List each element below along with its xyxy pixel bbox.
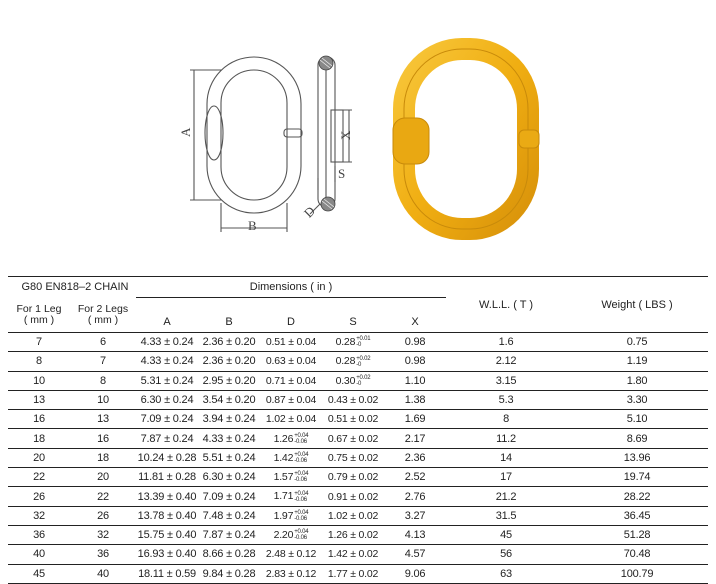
cell-b: 2.95 ± 0.20 bbox=[198, 371, 260, 390]
tol-base: 0.87 ± 0.04 bbox=[265, 394, 317, 407]
table-row bbox=[8, 371, 708, 390]
cell-d bbox=[260, 545, 322, 564]
cell-leg1: 7 bbox=[8, 333, 70, 352]
cell-wll: 1.6 bbox=[446, 333, 566, 352]
label-b: B bbox=[248, 218, 257, 233]
cell-weight: 13.96 bbox=[566, 448, 708, 467]
tol-lower: -0.06 bbox=[294, 477, 307, 484]
col-s-header: S bbox=[322, 312, 384, 333]
cell-leg2: 36 bbox=[70, 545, 136, 564]
table-row bbox=[8, 564, 708, 583]
col-a-header: A bbox=[136, 312, 198, 333]
cell-wll: 45 bbox=[446, 525, 566, 544]
cell-b: 3.54 ± 0.20 bbox=[198, 390, 260, 409]
tol-upper: +0.04 bbox=[294, 432, 309, 439]
cell-leg2: 32 bbox=[70, 525, 136, 544]
cell-b: 9.84 ± 0.28 bbox=[198, 564, 260, 583]
label-a: A bbox=[178, 127, 193, 137]
tol-base: 2.83 ± 0.12 bbox=[265, 567, 317, 580]
tolerance bbox=[294, 452, 308, 464]
col-b-header: B bbox=[198, 312, 260, 333]
cell-b: 2.36 ± 0.20 bbox=[198, 333, 260, 352]
cell-d bbox=[260, 525, 322, 544]
cell-d bbox=[260, 429, 322, 448]
cell-s bbox=[322, 468, 384, 487]
tol-lower: -0.06 bbox=[294, 458, 307, 465]
cell-d bbox=[260, 390, 322, 409]
cell-x: 2.36 bbox=[384, 448, 446, 467]
cell-s bbox=[322, 352, 384, 371]
cell-weight: 19.74 bbox=[566, 468, 708, 487]
cell-d bbox=[260, 487, 322, 506]
tol-base: 0.91 ± 0.02 bbox=[327, 490, 379, 503]
cell-x: 0.98 bbox=[384, 333, 446, 352]
col-d-header: D bbox=[260, 312, 322, 333]
tol-base: 1.97 bbox=[273, 509, 294, 522]
cell-a: 10.24 ± 0.28 bbox=[136, 448, 198, 467]
cell-wll: 3.15 bbox=[446, 371, 566, 390]
cell-weight: 1.80 bbox=[566, 371, 708, 390]
cell-d bbox=[260, 371, 322, 390]
cell-x: 9.06 bbox=[384, 564, 446, 583]
tol-lower: -0 bbox=[356, 342, 362, 349]
tol-base: 0.63 ± 0.04 bbox=[265, 355, 317, 368]
tol-lower: -0.06 bbox=[294, 515, 307, 522]
tolerance bbox=[294, 491, 308, 503]
tol-base: 0.43 ± 0.02 bbox=[327, 394, 379, 407]
tol-upper: +0.02 bbox=[356, 374, 371, 381]
cell-wll: 31.5 bbox=[446, 506, 566, 525]
chain-title: G80 EN818–2 CHAIN bbox=[8, 277, 136, 298]
tol-upper: +0.04 bbox=[294, 452, 309, 459]
cell-d bbox=[260, 564, 322, 583]
cell-a: 13.39 ± 0.40 bbox=[136, 487, 198, 506]
cell-x: 1.10 bbox=[384, 371, 446, 390]
cell-a: 15.75 ± 0.40 bbox=[136, 525, 198, 544]
cell-s bbox=[322, 487, 384, 506]
cell-x: 3.27 bbox=[384, 506, 446, 525]
cell-leg1: 16 bbox=[8, 410, 70, 429]
col-x-header: X bbox=[384, 312, 446, 333]
tol-base: 1.42 ± 0.02 bbox=[327, 548, 379, 561]
tol-upper: +0.04 bbox=[294, 529, 309, 536]
cell-d bbox=[260, 468, 322, 487]
table-row bbox=[8, 448, 708, 467]
cell-leg1: 8 bbox=[8, 352, 70, 371]
tol-base: 1.02 ± 0.04 bbox=[265, 413, 317, 426]
tol-lower: -0.06 bbox=[294, 438, 307, 445]
cell-s bbox=[322, 448, 384, 467]
cell-leg1: 20 bbox=[8, 448, 70, 467]
cell-b: 4.33 ± 0.24 bbox=[198, 429, 260, 448]
cell-wll: 56 bbox=[446, 545, 566, 564]
tol-lower: -0.06 bbox=[294, 496, 307, 503]
tol-base: 1.02 ± 0.02 bbox=[327, 509, 379, 522]
cell-s bbox=[322, 525, 384, 544]
cell-weight: 5.10 bbox=[566, 410, 708, 429]
weight-header: Weight ( LBS ) bbox=[566, 277, 708, 333]
tol-base: 0.51 ± 0.04 bbox=[265, 336, 317, 349]
cell-x: 4.13 bbox=[384, 525, 446, 544]
cell-weight: 100.79 bbox=[566, 564, 708, 583]
cell-leg1: 45 bbox=[8, 564, 70, 583]
leg1-unit: ( mm ) bbox=[23, 313, 55, 326]
cell-wll: 11.2 bbox=[446, 429, 566, 448]
cell-s bbox=[322, 564, 384, 583]
cell-weight: 0.75 bbox=[566, 333, 708, 352]
cell-a: 7.87 ± 0.24 bbox=[136, 429, 198, 448]
cell-x: 2.76 bbox=[384, 487, 446, 506]
cell-leg2: 10 bbox=[70, 390, 136, 409]
cell-s bbox=[322, 333, 384, 352]
table-row bbox=[8, 545, 708, 564]
tolerance bbox=[356, 336, 370, 348]
tol-base: 1.26 bbox=[273, 432, 294, 445]
cell-b: 8.66 ± 0.28 bbox=[198, 545, 260, 564]
label-x: X bbox=[338, 130, 353, 140]
cell-b: 6.30 ± 0.24 bbox=[198, 468, 260, 487]
cell-wll: 63 bbox=[446, 564, 566, 583]
cell-x: 1.69 bbox=[384, 410, 446, 429]
cell-b: 5.51 ± 0.24 bbox=[198, 448, 260, 467]
cell-leg2: 18 bbox=[70, 448, 136, 467]
table-row bbox=[8, 333, 708, 352]
cell-s bbox=[322, 410, 384, 429]
cell-d bbox=[260, 506, 322, 525]
cell-x: 2.17 bbox=[384, 429, 446, 448]
wll-header: W.L.L. ( T ) bbox=[446, 277, 566, 333]
cell-leg1: 32 bbox=[8, 506, 70, 525]
cell-s bbox=[322, 429, 384, 448]
tol-lower: -0 bbox=[356, 380, 362, 387]
cell-wll: 8 bbox=[446, 410, 566, 429]
cell-d bbox=[260, 352, 322, 371]
cell-x: 4.57 bbox=[384, 545, 446, 564]
cell-leg1: 26 bbox=[8, 487, 70, 506]
tol-base: 0.71 ± 0.04 bbox=[265, 374, 317, 387]
master-link-photo bbox=[0, 0, 716, 268]
tol-base: 2.20 bbox=[273, 529, 294, 541]
tol-upper: +0.04 bbox=[294, 471, 309, 478]
tol-base: 1.26 ± 0.02 bbox=[327, 529, 379, 542]
spec-table bbox=[8, 276, 708, 584]
cell-a: 18.11 ± 0.59 bbox=[136, 564, 198, 583]
tol-upper: +0.02 bbox=[356, 355, 371, 362]
cell-leg2: 40 bbox=[70, 564, 136, 583]
cell-a: 7.09 ± 0.24 bbox=[136, 410, 198, 429]
cell-weight: 70.48 bbox=[566, 545, 708, 564]
cell-leg1: 13 bbox=[8, 390, 70, 409]
cell-b: 7.87 ± 0.24 bbox=[198, 525, 260, 544]
cell-s bbox=[322, 506, 384, 525]
tolerance bbox=[294, 529, 308, 541]
tol-base: 0.30 bbox=[335, 374, 356, 387]
cell-b: 7.48 ± 0.24 bbox=[198, 506, 260, 525]
label-d: D bbox=[300, 203, 319, 221]
cell-a: 13.78 ± 0.40 bbox=[136, 506, 198, 525]
cell-leg2: 7 bbox=[70, 352, 136, 371]
tol-lower: -0 bbox=[356, 361, 362, 368]
leg2-unit: ( mm ) bbox=[87, 313, 119, 326]
cell-b: 2.36 ± 0.20 bbox=[198, 352, 260, 371]
cell-leg1: 22 bbox=[8, 468, 70, 487]
cell-weight: 51.28 bbox=[566, 525, 708, 544]
tolerance bbox=[356, 356, 370, 368]
cell-x: 1.38 bbox=[384, 390, 446, 409]
cell-s bbox=[322, 390, 384, 409]
tol-base: 1.42 bbox=[273, 451, 294, 464]
cell-wll: 5.3 bbox=[446, 390, 566, 409]
tol-base: 1.57 bbox=[273, 471, 294, 484]
cell-weight: 36.45 bbox=[566, 506, 708, 525]
table-body bbox=[8, 333, 708, 584]
cell-leg1: 36 bbox=[8, 525, 70, 544]
tol-base: 0.51 ± 0.02 bbox=[327, 413, 379, 426]
cell-leg1: 40 bbox=[8, 545, 70, 564]
leg1-label: For 1 Leg bbox=[16, 302, 62, 315]
cell-leg2: 20 bbox=[70, 468, 136, 487]
cell-x: 0.98 bbox=[384, 352, 446, 371]
cell-d bbox=[260, 333, 322, 352]
cell-a: 4.33 ± 0.24 bbox=[136, 352, 198, 371]
cell-wll: 17 bbox=[446, 468, 566, 487]
cell-leg2: 6 bbox=[70, 333, 136, 352]
table-row bbox=[8, 429, 708, 448]
tolerance bbox=[356, 375, 370, 387]
cell-wll: 21.2 bbox=[446, 487, 566, 506]
cell-leg2: 8 bbox=[70, 371, 136, 390]
tol-upper: +0.01 bbox=[356, 336, 371, 343]
table-row bbox=[8, 506, 708, 525]
tolerance bbox=[294, 433, 308, 445]
leg1-header bbox=[8, 298, 70, 333]
tol-base: 1.77 ± 0.02 bbox=[327, 567, 379, 580]
cell-leg2: 22 bbox=[70, 487, 136, 506]
tol-base: 0.28 bbox=[335, 355, 356, 368]
cell-a: 6.30 ± 0.24 bbox=[136, 390, 198, 409]
cell-leg2: 16 bbox=[70, 429, 136, 448]
cell-leg2: 13 bbox=[70, 410, 136, 429]
table-row bbox=[8, 352, 708, 371]
label-s: S bbox=[338, 166, 346, 181]
tol-upper: +0.04 bbox=[294, 509, 309, 516]
tol-base: 0.28 bbox=[335, 336, 356, 349]
tol-base: 0.67 ± 0.02 bbox=[327, 432, 379, 445]
product-figure bbox=[0, 0, 716, 268]
cell-b: 7.09 ± 0.24 bbox=[198, 487, 260, 506]
cell-weight: 3.30 bbox=[566, 390, 708, 409]
cell-a: 16.93 ± 0.40 bbox=[136, 545, 198, 564]
tol-base: 1.71 bbox=[273, 490, 294, 503]
dimensions-title: Dimensions ( in ) bbox=[136, 277, 446, 298]
cell-b: 3.94 ± 0.24 bbox=[198, 410, 260, 429]
cell-a: 5.31 ± 0.24 bbox=[136, 371, 198, 390]
cell-wll: 14 bbox=[446, 448, 566, 467]
table-row bbox=[8, 525, 708, 544]
cell-wll: 2.12 bbox=[446, 352, 566, 371]
tol-upper: +0.04 bbox=[294, 490, 309, 497]
cell-leg1: 10 bbox=[8, 371, 70, 390]
cell-a: 4.33 ± 0.24 bbox=[136, 333, 198, 352]
cell-s bbox=[322, 545, 384, 564]
tolerance bbox=[294, 510, 308, 522]
cell-d bbox=[260, 410, 322, 429]
cell-d bbox=[260, 448, 322, 467]
table-row bbox=[8, 390, 708, 409]
cell-weight: 1.19 bbox=[566, 352, 708, 371]
cell-a: 11.81 ± 0.28 bbox=[136, 468, 198, 487]
tol-base: 0.79 ± 0.02 bbox=[327, 471, 379, 484]
tol-base: 0.75 ± 0.02 bbox=[327, 451, 379, 464]
leg2-header bbox=[70, 298, 136, 333]
table-row bbox=[8, 468, 708, 487]
cell-s bbox=[322, 371, 384, 390]
cell-leg2: 26 bbox=[70, 506, 136, 525]
cell-weight: 28.22 bbox=[566, 487, 708, 506]
table-row bbox=[8, 410, 708, 429]
table-row bbox=[8, 487, 708, 506]
leg2-label: For 2 Legs bbox=[77, 302, 129, 315]
tol-base: 2.48 ± 0.12 bbox=[265, 548, 317, 561]
cell-leg1: 18 bbox=[8, 429, 70, 448]
tol-lower: -0.06 bbox=[294, 535, 307, 542]
tolerance bbox=[294, 471, 308, 483]
cell-weight: 8.69 bbox=[566, 429, 708, 448]
cell-x: 2.52 bbox=[384, 468, 446, 487]
